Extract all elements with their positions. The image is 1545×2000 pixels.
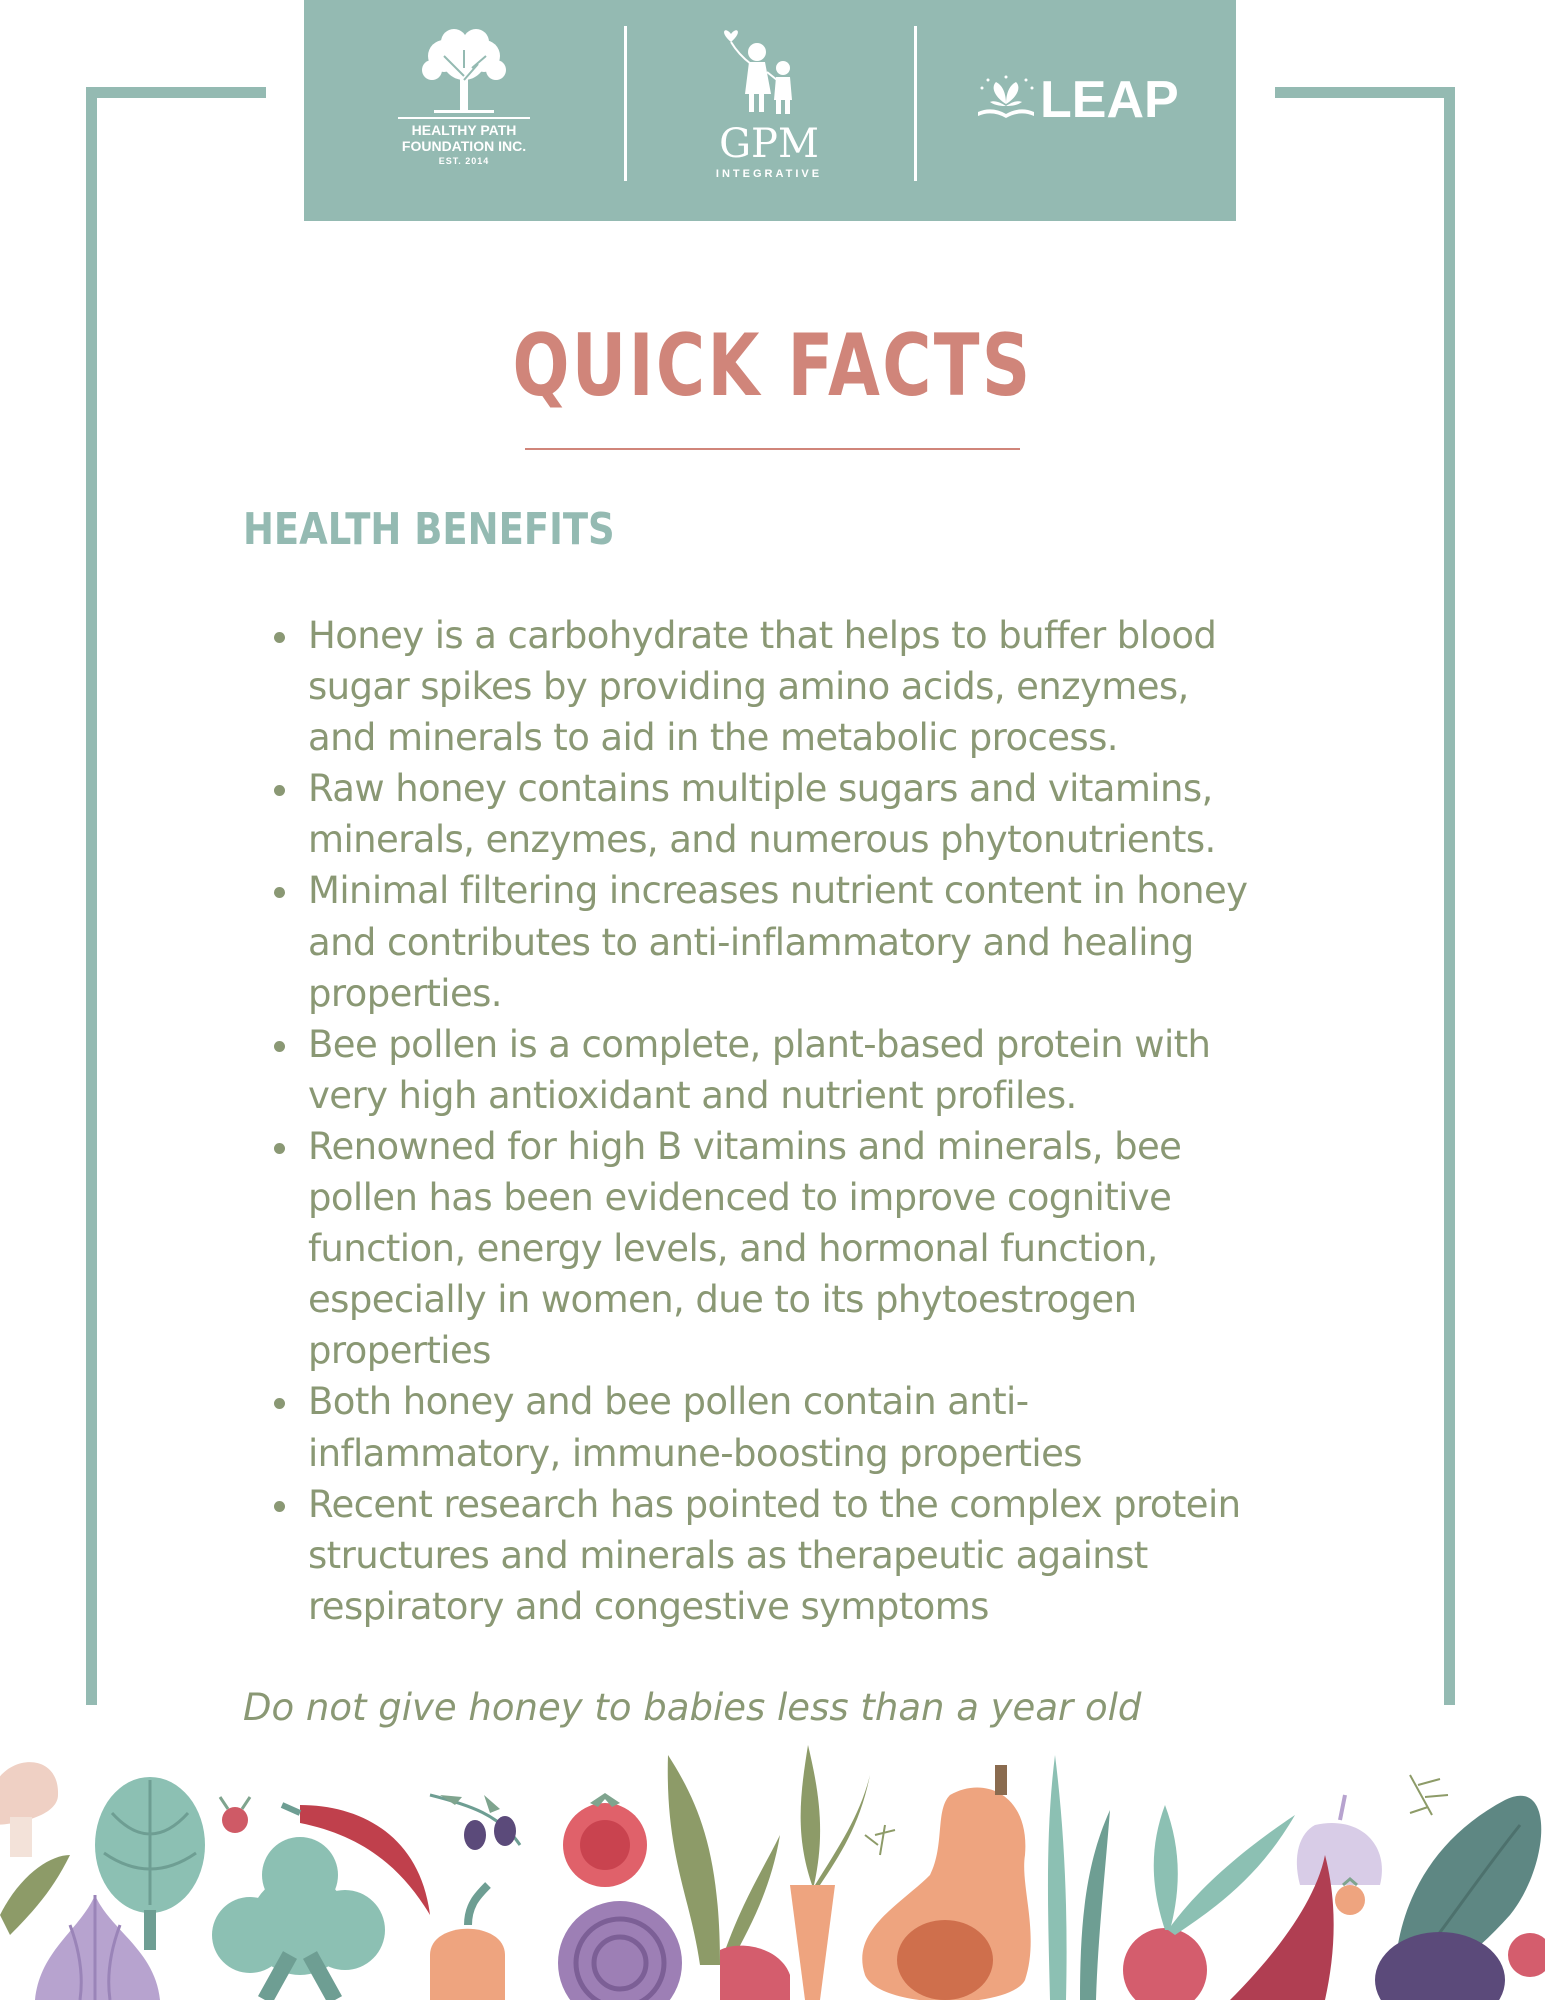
gpm-name: GPM bbox=[719, 121, 819, 167]
sprout-book-icon bbox=[974, 74, 1038, 124]
list-item-line: pollen has been evidenced to improve cognitive bbox=[308, 1176, 1172, 1220]
list-item-line: sugar spikes by providing amino acids, enzymes, bbox=[308, 665, 1189, 709]
leap-logo bbox=[914, 0, 1236, 221]
tree-icon bbox=[414, 28, 514, 120]
list-item-line: very high antioxidant and nutrient profiles. bbox=[308, 1073, 1077, 1117]
list-item-line: properties. bbox=[308, 971, 502, 1015]
vegetable-illustration-strip bbox=[0, 1735, 1545, 2000]
section-heading: HEALTH BENEFITS bbox=[243, 504, 615, 555]
list-item bbox=[308, 610, 1328, 763]
foundation-name-line-1: HEALTHY PATH bbox=[411, 122, 517, 138]
logo-rule bbox=[398, 117, 530, 119]
list-item-line: function, energy levels, and hormonal function, bbox=[308, 1227, 1158, 1271]
list-item-line: inflammatory, immune-boosting properties bbox=[308, 1431, 1082, 1475]
mushroom-icon bbox=[0, 1762, 58, 1857]
bullet-icon bbox=[274, 887, 285, 898]
list-item-line: Both honey and bee pollen contain anti- bbox=[308, 1380, 1029, 1424]
broccoli-icon bbox=[212, 1837, 385, 2000]
red-cabbage-icon bbox=[1508, 1933, 1545, 1977]
page-title: QUICK FACTS bbox=[512, 316, 1033, 416]
gpm-integrative-logo bbox=[624, 0, 914, 221]
list-item bbox=[308, 1121, 1328, 1376]
frame-top-left-border bbox=[86, 87, 266, 98]
dill-icon bbox=[1410, 1775, 1448, 1815]
garlic-icon bbox=[1297, 1795, 1382, 1885]
foundation-name-line-2: FOUNDATION INC. bbox=[401, 138, 527, 154]
logo-header bbox=[304, 0, 1236, 221]
healthy-path-foundation-logo bbox=[304, 0, 624, 221]
honey-warning: Do not give honey to babies less than a year old bbox=[243, 1686, 1142, 1729]
arugula-icon bbox=[668, 1755, 780, 1965]
leap-name: LEAP bbox=[1040, 71, 1179, 129]
bullet-icon bbox=[274, 1501, 285, 1512]
asparagus-icon bbox=[1048, 1755, 1110, 2000]
list-item-line: respiratory and congestive symptoms bbox=[308, 1584, 989, 1628]
frame-right-border bbox=[1444, 87, 1455, 1705]
list-item bbox=[308, 1479, 1328, 1632]
list-item bbox=[308, 1019, 1328, 1121]
list-item bbox=[308, 763, 1328, 865]
bullet-icon bbox=[274, 785, 285, 796]
list-item bbox=[308, 1376, 1328, 1478]
list-item-line: Recent research has pointed to the complex protein bbox=[308, 1482, 1241, 1526]
gpm-subtitle: INTEGRATIVE bbox=[715, 168, 823, 180]
bullet-icon bbox=[274, 1143, 285, 1154]
red-cabbage-icon bbox=[558, 1901, 682, 2000]
tomato-icon bbox=[563, 1793, 647, 1887]
list-item bbox=[308, 865, 1328, 1018]
dill-icon bbox=[865, 1825, 895, 1855]
list-item-line: Bee pollen is a complete, plant-based protein with bbox=[308, 1022, 1211, 1066]
list-item-line: structures and minerals as therapeutic against bbox=[308, 1533, 1148, 1577]
foundation-name bbox=[304, 122, 624, 154]
bell-pepper-icon bbox=[430, 1885, 505, 2000]
beet-icon bbox=[720, 1946, 790, 2000]
radish-icon bbox=[220, 1797, 250, 1833]
list-item-line: and contributes to anti-inflammatory and healing bbox=[308, 920, 1194, 964]
title-divider bbox=[525, 448, 1020, 450]
eggplant-icon bbox=[1375, 1932, 1505, 2000]
vegetable-illustration bbox=[0, 1735, 1545, 2000]
olive-branch-icon bbox=[430, 1795, 520, 1850]
foundation-established: EST. 2014 bbox=[438, 156, 490, 166]
list-item-line: Minimal filtering increases nutrient content in honey bbox=[308, 869, 1248, 913]
bullet-icon bbox=[274, 632, 285, 643]
arugula-icon bbox=[0, 1855, 70, 1935]
list-item-line: Honey is a carbohydrate that helps to buffer blood bbox=[308, 614, 1217, 657]
frame-top-right-border bbox=[1275, 87, 1455, 98]
butternut-squash-icon bbox=[862, 1765, 1030, 2000]
health-benefits-list bbox=[308, 610, 1328, 1632]
list-item-line: Raw honey contains multiple sugars and vitamins, bbox=[308, 767, 1213, 811]
list-item-line: properties bbox=[308, 1329, 491, 1373]
bullet-icon bbox=[274, 1398, 285, 1409]
frame-left-border bbox=[86, 87, 97, 1705]
list-item-line: especially in women, due to its phytoestrogen bbox=[308, 1278, 1137, 1322]
list-item-line: and minerals to aid in the metabolic process. bbox=[308, 716, 1118, 760]
carrot-icon bbox=[790, 1745, 870, 2000]
bullet-icon bbox=[274, 1041, 285, 1052]
list-item-line: minerals, enzymes, and numerous phytonutrients. bbox=[308, 818, 1216, 862]
children-balloon-icon bbox=[719, 22, 819, 122]
list-item-line: Renowned for high B vitamins and minerals, bee bbox=[308, 1124, 1182, 1168]
